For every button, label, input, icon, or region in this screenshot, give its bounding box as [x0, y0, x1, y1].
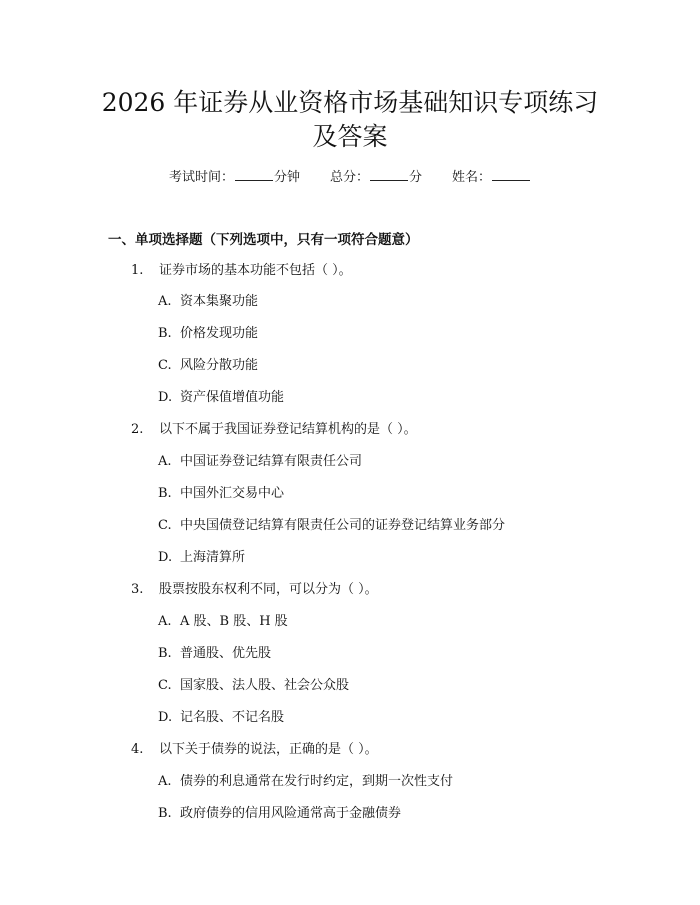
option-letter: C.	[158, 358, 172, 373]
question-1	[131, 261, 352, 281]
exam-time-unit: 分钟	[273, 170, 300, 185]
option-letter: A.	[158, 774, 172, 789]
exam-time-blank	[235, 168, 273, 181]
option-text: 资产保值增值功能	[180, 390, 285, 405]
option-text: A 股、B 股、H 股	[180, 614, 288, 629]
question-number: 2.	[131, 422, 144, 437]
question-2-option-a	[158, 452, 362, 472]
question-number: 3.	[131, 582, 144, 597]
option-letter: D.	[158, 710, 173, 725]
question-text: 证券市场的基本功能不包括（ ）。	[159, 263, 352, 278]
name-label: 姓名：	[452, 170, 492, 185]
option-text: 政府债券的信用风险通常高于金融债券	[180, 806, 402, 821]
total-score-label: 总分：	[329, 170, 369, 185]
question-3-option-c	[158, 676, 349, 696]
option-letter: D.	[158, 550, 173, 565]
document-title-line-1: 2026 年证券从业资格市场基础知识专项练习	[101, 88, 599, 117]
section-title-single-choice: 一、单项选择题（下列选项中，只有一项符合题意）	[108, 232, 419, 248]
question-2	[131, 420, 417, 440]
question-1-option-d	[158, 388, 284, 408]
option-text: 上海清算所	[180, 550, 246, 565]
name-blank	[492, 168, 530, 181]
total-score-unit: 分	[409, 170, 423, 185]
option-text: 资本集聚功能	[180, 294, 259, 309]
option-letter: B.	[158, 326, 172, 341]
option-letter: C.	[158, 678, 172, 693]
option-letter: B.	[158, 646, 172, 661]
total-score-blank	[370, 168, 408, 181]
option-text: 记名股、不记名股	[180, 710, 285, 725]
question-2-option-b	[158, 484, 284, 504]
option-letter: A.	[158, 614, 172, 629]
exam-time-label: 考试时间：	[168, 170, 234, 185]
question-4-option-a	[158, 772, 453, 792]
question-number: 1.	[131, 263, 144, 278]
option-text: 国家股、法人股、社会公众股	[180, 678, 350, 693]
question-3-option-d	[158, 708, 284, 728]
option-letter: B.	[158, 486, 172, 501]
question-text: 以下关于债券的说法，正确的是（ ）。	[159, 742, 378, 757]
question-2-option-d	[158, 548, 245, 568]
option-text: 价格发现功能	[180, 326, 259, 341]
question-4	[131, 740, 378, 760]
option-letter: B.	[158, 806, 172, 821]
question-number: 4.	[131, 742, 144, 757]
document-title-line-2: 及答案	[312, 122, 388, 151]
question-1-option-b	[158, 324, 258, 344]
option-text: 中国外汇交易中心	[180, 486, 285, 501]
option-letter: D.	[158, 390, 173, 405]
option-text: 债券的利息通常在发行时约定，到期一次性支付	[180, 774, 454, 789]
question-1-option-c	[158, 356, 258, 376]
option-letter: C.	[158, 518, 172, 533]
option-text: 风险分散功能	[180, 358, 259, 373]
question-text: 股票按股东权利不同，可以分为（ ）。	[159, 582, 378, 597]
option-text: 中央国债登记结算有限责任公司的证券登记结算业务部分	[180, 518, 506, 533]
exam-info-line	[0, 168, 700, 188]
question-3-option-b	[158, 644, 271, 664]
question-1-option-a	[158, 292, 258, 312]
option-text: 中国证券登记结算有限责任公司	[180, 454, 363, 469]
question-4-option-b	[158, 804, 401, 824]
question-3	[131, 580, 378, 600]
question-2-option-c	[158, 516, 505, 536]
option-letter: A.	[158, 294, 172, 309]
option-letter: A.	[158, 454, 172, 469]
option-text: 普通股、优先股	[180, 646, 272, 661]
question-text: 以下不属于我国证券登记结算机构的是（ ）。	[159, 422, 417, 437]
question-3-option-a	[158, 612, 288, 632]
